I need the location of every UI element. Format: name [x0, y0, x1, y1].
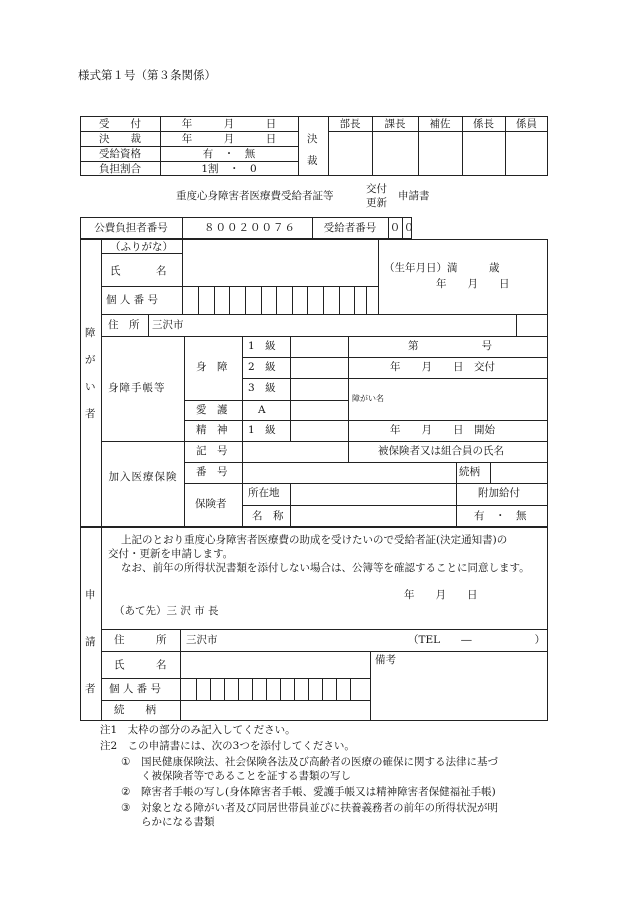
office-row-label: 負担割合 — [99, 163, 141, 175]
recipient-number-label: 受給者番号 — [323, 222, 377, 234]
applicant-tel: （TEL ― ） — [408, 634, 546, 646]
name-label: 氏 名 — [110, 265, 168, 277]
consent-statement: なお、前年の所得状況書類を添付しない場合は、公簿等を確認することに同意します。 — [121, 562, 530, 574]
application-statement: 上記のとおり重度心身障害者医療費の助成を受けたいので受給者証(決定通知書)の — [121, 534, 508, 546]
disability-name-label: 障がい名 — [352, 394, 384, 403]
grade-2: 2 級 — [248, 361, 276, 373]
application-statement: 交付・更新を申請します。 — [108, 548, 234, 560]
office-row-value: 年 月 日 — [181, 118, 277, 130]
person-address-label: 住 所 — [108, 319, 140, 331]
approver-kakaricho: 係長 — [473, 118, 494, 130]
approver-bucho: 部長 — [339, 118, 361, 130]
office-row-value: 有 ・ 無 — [202, 148, 256, 160]
extra-benefit-label: 附加給付 — [478, 487, 520, 499]
ryouiku-value: A — [258, 404, 266, 416]
furigana-label: （ふりがな） — [110, 241, 173, 253]
insurance-symbol-label: 記 号 — [196, 445, 228, 457]
applicant-relation-label: 続 柄 — [114, 704, 156, 716]
insured-relation-label: 続柄 — [459, 466, 480, 478]
payer-number-label: 公費負担者番号 — [94, 222, 168, 234]
approver-kacho: 課長 — [384, 118, 406, 130]
note-item-marker: ③ — [121, 802, 131, 814]
form-title: 様式第１号（第３条関係） — [78, 68, 216, 82]
insurance-label: 加入医療保険 — [108, 471, 178, 483]
insured-name-label: 被保険者又は組合員の氏名 — [378, 445, 504, 457]
applicant-section-label: 申請者 — [85, 589, 96, 695]
insurer-label: 保険者 — [195, 498, 227, 510]
disabled-person-section-label: 障がい者 — [85, 327, 96, 420]
document-kind-issue: 交付 — [366, 183, 387, 195]
seishin-label: 精 神 — [196, 424, 228, 436]
applicant-name-label: 氏 名 — [114, 659, 167, 671]
birth-date: 年 月 日 — [436, 278, 510, 290]
application-date: 年 月 日 — [404, 589, 478, 601]
insurance-number-label: 番 号 — [196, 466, 228, 478]
insurer-location-label: 所在地 — [248, 487, 280, 499]
office-row-value: 1割 ・ 0 — [201, 163, 257, 175]
person-address-value: 三沢市 — [152, 319, 184, 331]
note-item-text: らかになる書類 — [141, 816, 215, 828]
note-item-marker: ① — [121, 756, 131, 768]
seishin-start-label: 年 月 日 開始 — [390, 424, 495, 436]
office-row-label: 受給資格 — [99, 148, 141, 160]
document-title-main: 重度心身障害者医療費受給者証等 — [176, 190, 334, 202]
applicant-address-label: 住 所 — [114, 634, 167, 646]
remarks-label: 備考 — [375, 654, 396, 666]
applicant-address-value: 三沢市 — [186, 634, 218, 646]
applicant-id-number-label: 個 人 番 号 — [109, 683, 162, 695]
note-item-text: 障害者手帳の写し(身体障害者手帳、愛護手帳又は精神障害者保健福祉手帳) — [141, 786, 496, 798]
person-id-number-label: 個 人 番 号 — [106, 294, 159, 306]
handbook-number-label: 第 号 — [408, 340, 492, 352]
ryouiku-label: 愛 護 — [196, 404, 228, 416]
shinsho-label: 身 障 — [196, 361, 228, 373]
insurer-name-label: 名 称 — [252, 510, 284, 522]
note-item-text: 国民健康保険法、社会保険各法及び高齢者の医療の確保に関する法律に基づ — [141, 756, 498, 768]
note-1: 注1 太枠の部分のみ記入してください。 — [100, 724, 296, 736]
note-item-text: 対象となる障がい者及び同居世帯員並びに扶養義務者の前年の所得状況が明 — [141, 802, 498, 814]
seishin-value: 1 級 — [248, 424, 276, 436]
office-row-value: 年 月 日 — [181, 133, 277, 145]
recipient-digit: ０ — [389, 222, 401, 234]
payer-number: ８００２００７６ — [204, 222, 296, 234]
birth-age-label: （生年月日）満 歳 — [384, 262, 500, 274]
grade-1: 1 級 — [248, 340, 276, 352]
approval-label: 決裁 — [307, 133, 318, 167]
note-item-marker: ② — [121, 786, 131, 798]
document-title-suffix: 申請書 — [398, 190, 430, 202]
approver-kakariin: 係員 — [516, 118, 537, 130]
note-2: 注2 この申請書には、次の3つを添付してください。 — [100, 740, 355, 752]
handbook-issued-label: 年 月 日 交付 — [390, 361, 495, 373]
document-kind-renewal: 更新 — [366, 197, 387, 209]
note-item-text: く被保険者等であることを証する書類の写し — [141, 770, 351, 782]
office-row-label: 決 裁 — [99, 133, 141, 145]
addressee: （あて先）三 沢 市 長 — [114, 605, 219, 617]
office-row-label: 受 付 — [99, 118, 141, 130]
grade-3: 3 級 — [248, 382, 276, 394]
extra-benefit-value: 有 ・ 無 — [474, 510, 527, 522]
handbook-label: 身障手帳等 — [108, 382, 166, 394]
recipient-digit: ０ — [403, 222, 415, 234]
approver-hosa: 補佐 — [429, 118, 451, 130]
